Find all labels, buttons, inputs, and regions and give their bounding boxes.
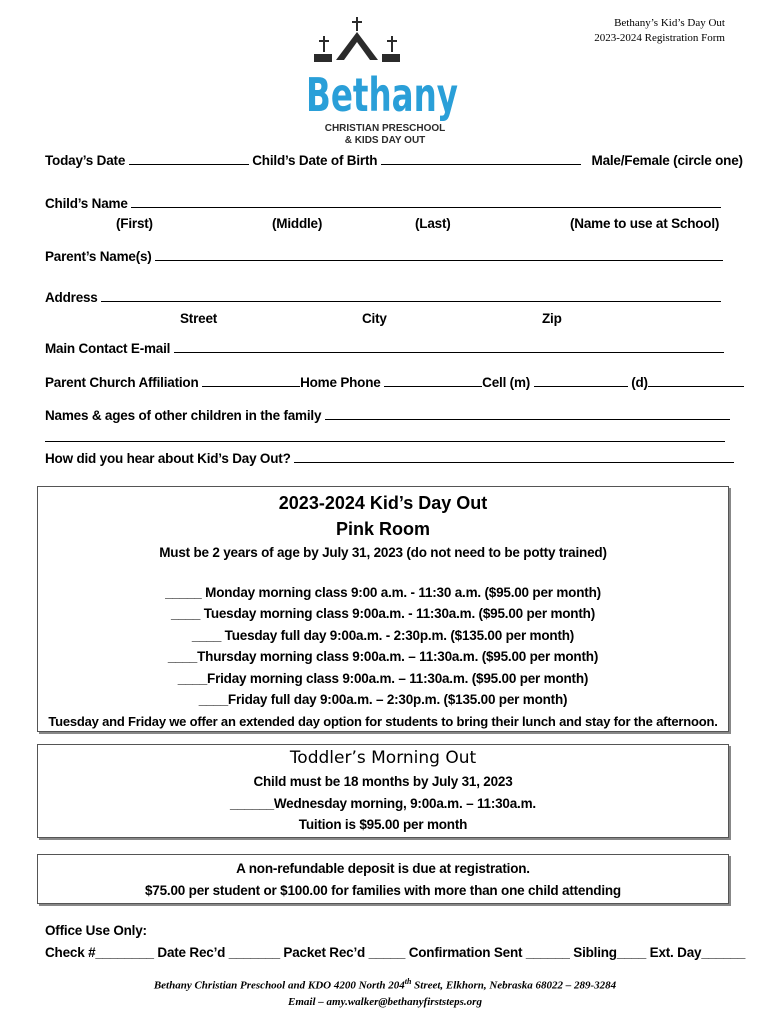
deposit-box [37,854,729,904]
logo-tagline-1: CHRISTIAN PRESCHOOL [324,123,446,134]
city-label: City [362,311,387,326]
first-label: (First) [116,216,153,231]
deposit-line-1: A non-refundable deposit is due at registration. [236,861,530,876]
footer-address-sup: th [404,977,412,986]
logo-tagline-2: & KIDS DAY OUT [344,135,426,146]
parents-field[interactable] [155,249,723,261]
d-field[interactable] [648,375,744,387]
row-church-phone [45,375,744,390]
street-label: Street [180,311,218,326]
bethany-logo [300,14,470,150]
toddler-tuition: Tuition is $95.00 per month [298,817,468,832]
row-child-name [45,196,721,211]
heard-field[interactable] [294,451,734,463]
siblings-field-2[interactable] [45,430,725,442]
header-line-1: Bethany’s Kid’s Day Out [614,17,725,29]
pink-room-option-4[interactable]: ____Thursday morning class 9:00a.m. – 11:30a.m. ($95.00 per month) [167,649,599,664]
form-header [594,16,725,46]
dob-field[interactable] [381,153,581,165]
pink-room-requirement: Must be 2 years of age by July 31, 2023 (do not need to be potty trained) [159,545,607,560]
cell-field[interactable] [534,375,628,387]
row-email [45,341,724,356]
footer-email: Email – amy.walker@bethanyfirststeps.org [288,995,482,1008]
row-date-dob-gender [45,153,743,168]
pink-room-subtitle: Pink Room [335,519,430,539]
pink-room-option-3[interactable]: ____ Tuesday full day 9:00a.m. - 2:30p.m. ($135.00 per month) [191,627,575,643]
todays-date-label: Today’s Date [45,153,126,168]
email-label: Main Contact E-mail [45,341,171,356]
deposit-line-2: $75.00 per student or $100.00 for families with more than one child attending [145,882,621,898]
zip-label: Zip [542,311,562,326]
footer-address-a: Bethany Christian Preschool and KDO 4200 North 204 [153,979,405,992]
middle-label: (Middle) [272,216,323,231]
pink-room-note: Tuesday and Friday we offer an extended day option for students to bring their lunch and stay for the afternoon. [48,713,718,729]
toddler-title: Toddler’s Morning Out [289,748,477,768]
parents-label: Parent’s Name(s) [45,249,152,264]
dob-label: Child’s Date of Birth [252,153,378,168]
address-field[interactable] [101,290,721,302]
toddler-box [37,744,729,838]
pink-room-title: 2023-2024 Kid’s Day Out [278,493,488,513]
heard-label: How did you hear about Kid’s Day Out? [45,451,291,466]
home-phone-field[interactable] [384,375,482,387]
siblings-field[interactable] [325,408,730,420]
pink-room-option-5[interactable]: ____Friday morning class 9:00a.m. – 11:30a.m. ($95.00 per month) [177,670,589,686]
pink-room-option-2[interactable]: ____ Tuesday morning class 9:00a.m. - 11:30a.m. ($95.00 per month) [171,606,595,621]
church-label: Parent Church Affiliation [45,375,199,390]
church-field[interactable] [202,375,300,387]
address-label: Address [45,290,98,305]
last-label: (Last) [415,216,451,231]
child-name-field[interactable] [131,196,721,208]
siblings-label: Names & ages of other children in the family [45,408,322,423]
school-name-label: (Name to use at School) [570,216,720,231]
row-address [45,290,721,305]
office-use-fields: Check #________ Date Rec’d _______ Packet Rec’d _____ Confirmation Sent ______ Sibling____ Ext. Day______ [45,945,746,960]
gender-label: Male/Female (circle one) [591,153,743,168]
home-phone-label: Home Phone [300,375,381,390]
pink-room-option-6[interactable]: ____Friday full day 9:00a.m. – 2:30p.m. ($135.00 per month) [198,692,568,707]
office-use-section [45,920,745,964]
row-heard [45,451,734,466]
cell-label: Cell (m) [482,375,531,390]
row-siblings-continued [45,430,725,445]
logo-name: Bethany [306,68,459,122]
toddler-option[interactable]: ______Wednesday morning, 9:00a.m. – 11:30a.m. [230,795,536,811]
row-siblings [45,408,730,423]
footer-address-b: Street, Elkhorn, Nebraska 68022 – 289-3284 [411,979,617,992]
child-name-label: Child’s Name [45,196,128,211]
toddler-requirement: Child must be 18 months by July 31, 2023 [253,774,513,789]
footer [0,974,770,1010]
header-line-2: 2023-2024 Registration Form [594,32,725,44]
office-use-title: Office Use Only: [45,923,147,938]
email-field[interactable] [174,341,724,353]
pink-room-box [37,486,729,732]
row-parents [45,249,723,264]
d-label: (d) [631,375,648,390]
todays-date-field[interactable] [129,153,249,165]
footer-address [0,974,770,994]
pink-room-option-1[interactable]: _____ Monday morning class 9:00 a.m. - 11:30 a.m. ($95.00 per month) [165,584,601,600]
